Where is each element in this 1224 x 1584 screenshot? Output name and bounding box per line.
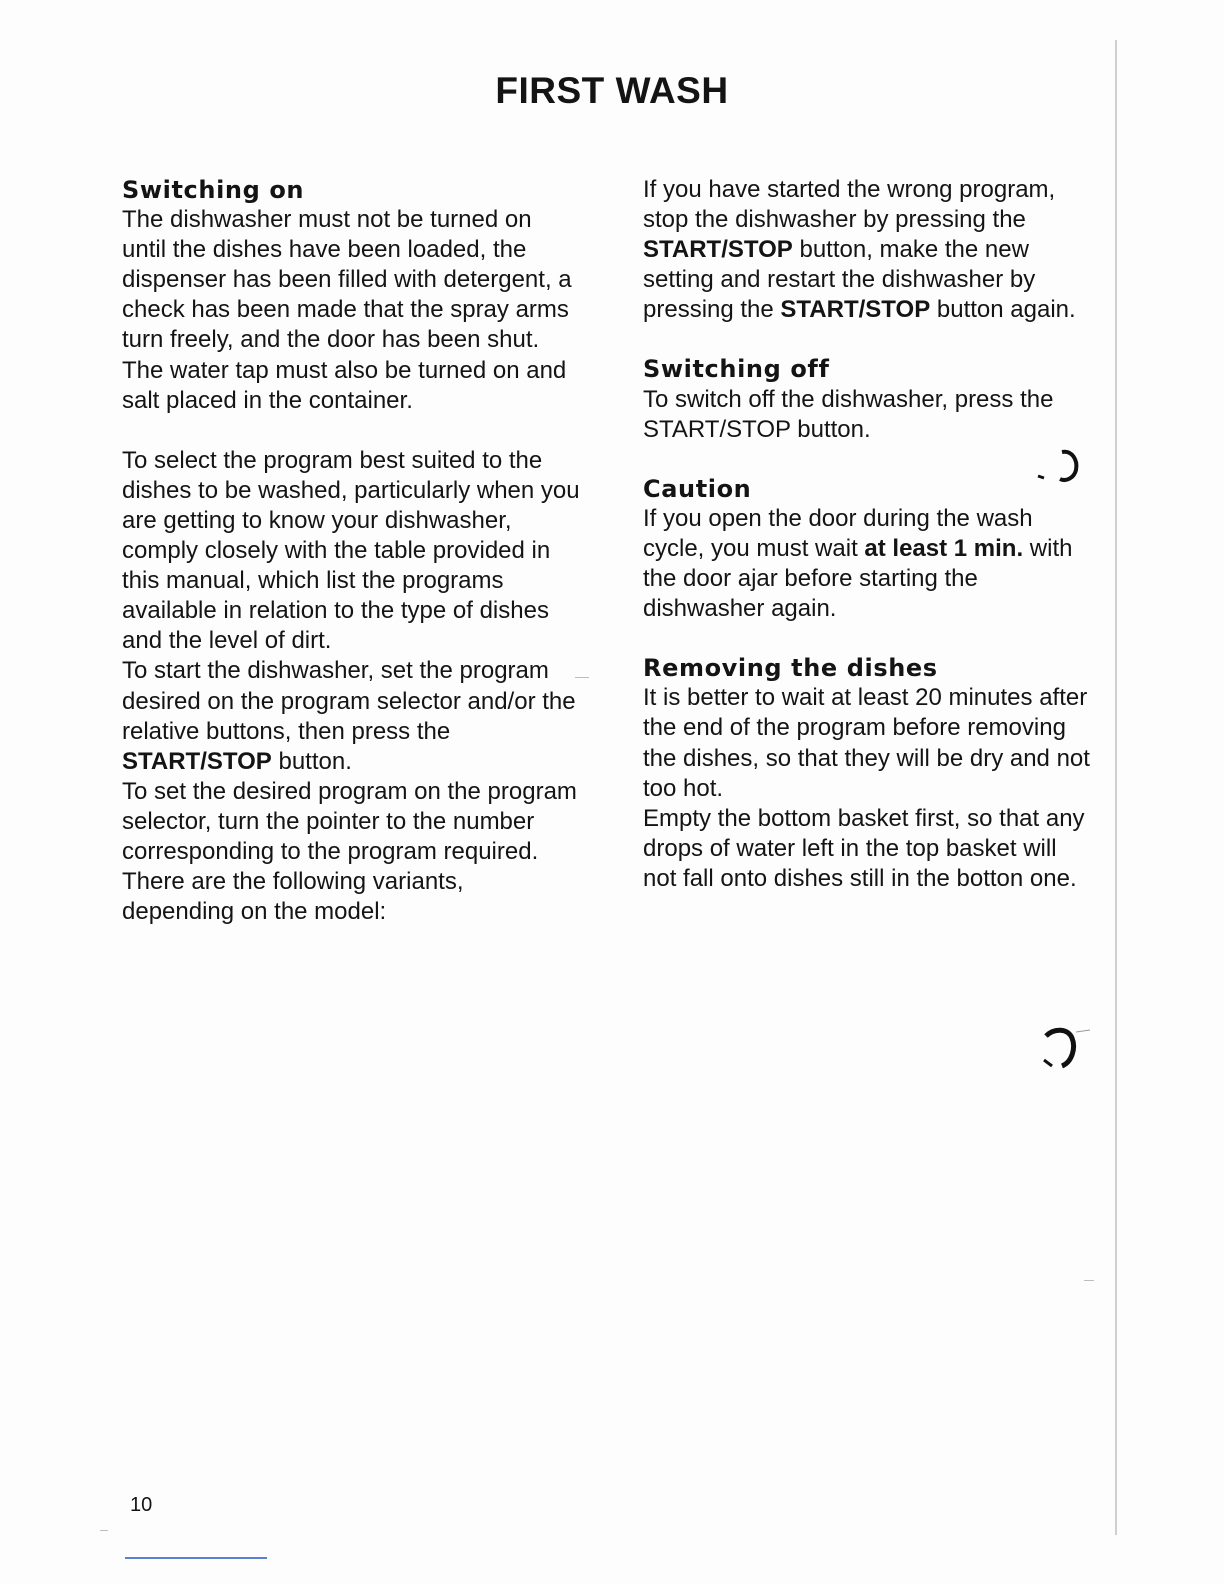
- start-stop-label: START/STOP: [643, 236, 793, 264]
- page-number: 10: [130, 1494, 153, 1516]
- link-underline: [125, 1557, 267, 1559]
- wrong-program-paragraph: If you have started the wrong program, stop the dishwasher by pressing the START/STOP button, make the new setting and restart the dishwasher by pressing the START/STOP button again.: [643, 176, 1076, 324]
- removing-dishes-heading: Removing the dishes: [643, 654, 938, 683]
- program-selection-paragraph: To select the program best suited to the dishes to be washed, particularly when you are getting to know your dishwasher, comply closely with the table provided in this manual, which list the programs available in relation to the type of dishes and the level of dirt.: [122, 446, 580, 655]
- page-edge-rule: [1115, 40, 1117, 1535]
- page-title: FIRST WASH: [495, 70, 729, 111]
- start-stop-label: START/STOP: [122, 747, 272, 775]
- switching-off-paragraph: To switch off the dishwasher, press the START/STOP button.: [643, 385, 1054, 443]
- caution-heading: Caution: [643, 474, 752, 503]
- switching-off-heading: Switching off: [643, 355, 830, 384]
- water-tap-paragraph: The water tap must also be turned on and salt placed in the container.: [122, 356, 567, 414]
- program-selector-paragraph: To set the desired program on the program selector, turn the pointer to the number corresponding to the program required. There are the following variants, depending on the model:: [122, 777, 577, 926]
- scan-speck: [1084, 1280, 1094, 1281]
- scan-speck: [100, 1530, 108, 1531]
- start-dishwasher-paragraph: To start the dishwasher, set the program desired on the program selector and/or the relative buttons, then press the START/STOP button.: [122, 657, 576, 775]
- start-stop-label: START/STOP: [780, 296, 931, 324]
- removing-dishes-paragraph: It is better to wait at least 20 minutes after the end of the program before removing the dishes, so that they will be dry and not too hot.: [643, 684, 1090, 802]
- switching-on-heading: Switching on: [122, 176, 305, 204]
- binder-ring-icon: [1028, 446, 1084, 486]
- caution-paragraph: If you open the door during the wash cycle, you must wait at least 1 min. with the door ajar before starting the dishwasher again.: [643, 504, 1073, 623]
- left-column: [122, 175, 582, 927]
- scan-speck: [575, 677, 589, 678]
- right-column: [643, 175, 1093, 894]
- caution-emphasis: at least 1 min.: [864, 534, 1024, 562]
- switching-on-paragraph: The dishwasher must not be turned on until the dishes have been loaded, the dispenser has been filled with detergent, a check has been made that the spray arms turn freely, and the door has been shut.: [122, 206, 572, 354]
- empty-basket-paragraph: Empty the bottom basket first, so that any drops of water left in the top basket will not fall onto dishes still in the botton one.: [643, 804, 1085, 892]
- binder-ring-icon: [1032, 1022, 1094, 1074]
